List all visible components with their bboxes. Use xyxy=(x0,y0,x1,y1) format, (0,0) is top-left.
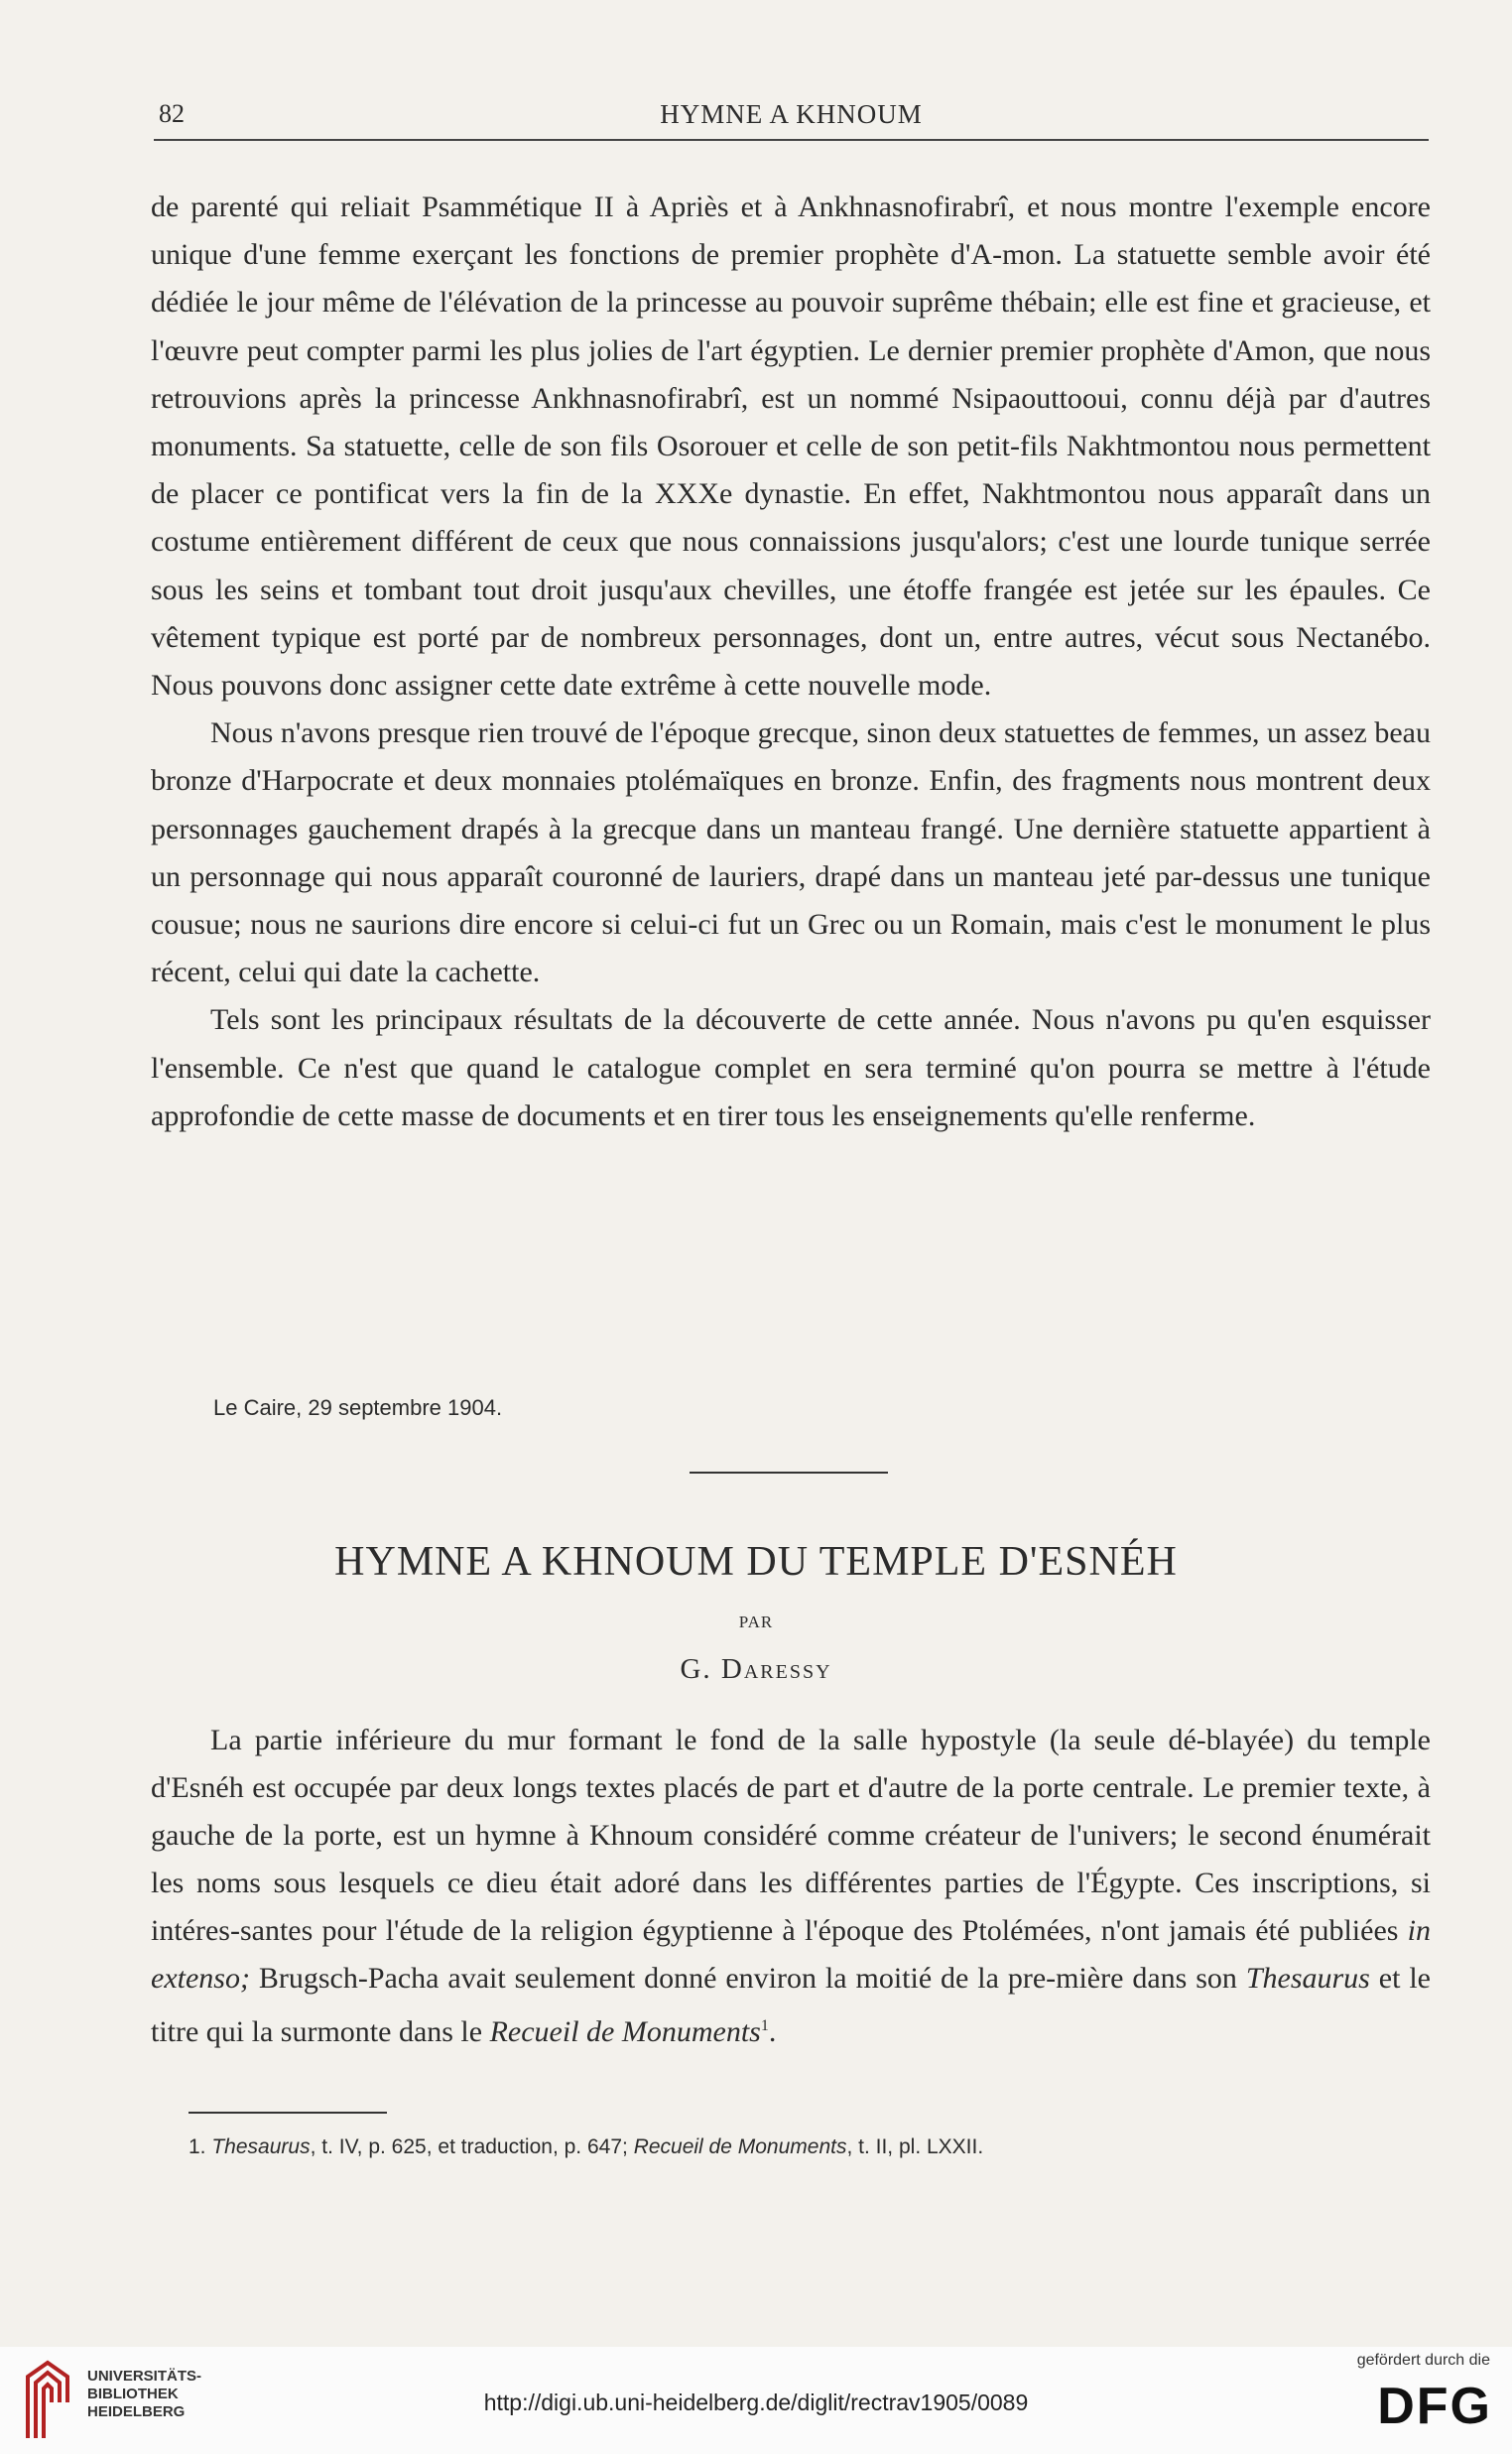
article-author: G. Daressy xyxy=(680,1653,832,1685)
italic-recueil: Recueil de Monuments xyxy=(489,2015,761,2048)
page-number: 82 xyxy=(159,99,185,128)
article-body xyxy=(151,1717,1431,2056)
funded-by-label: gefördert durch die xyxy=(1356,2352,1490,2369)
text-segment: Brugsch-Pacha avait seulement donné environ la moitié de la pre-mière dans son xyxy=(249,1962,1246,1995)
digitization-footer xyxy=(0,2347,1512,2454)
footnote-number: 1. xyxy=(189,2135,206,2158)
source-url-link[interactable]: http://digi.ub.uni-heidelberg.de/diglit/rectrav1905/0089 xyxy=(483,2389,1029,2415)
footnote-italic: Thesaurus xyxy=(211,2135,311,2158)
dfg-logo: DFG xyxy=(1377,2378,1492,2435)
footnote-text: , t. IV, p. 625, et traduction, p. 647; xyxy=(310,2135,634,2158)
footnote-reference: 1 xyxy=(760,2017,769,2034)
paragraph-3: Tels sont les principaux résultats de la découverte de cette année. Nous n'avons pu qu'en esquisser l'ensemble. Ce n'est que quand le catalogue complet en sera terminé qu'on pourra se mettre à l'étude approfondie de cette masse de documents et en tirer tous les enseignements qu'elle renferme. xyxy=(151,1003,1431,1132)
footnote-italic: Recueil de Monuments xyxy=(633,2135,847,2158)
article-title: HYMNE A KHNOUM DU TEMPLE D'ESNÉH xyxy=(334,1539,1178,1585)
footnote-text: , t. II, pl. LXXII. xyxy=(846,2135,984,2158)
dateline: Le Caire, 29 septembre 1904. xyxy=(213,1395,503,1420)
paragraph-2: Nous n'avons presque rien trouvé de l'époque grecque, sinon deux statuettes de femmes, un assez beau bronze d'Harpocrate et deux monnaies ptolémaïques en bronze. Enfin, des fragments nous montrent deux personnages gauchement drapés à la grecque dans un manteau frangé. Une dernière statuette appartient à un personnage qui nous apparaît couronné de lauriers, drapé dans un manteau jeté par-dessus une tunique cousue; nous ne saurions dire encore si celui-ci fut un Grec ou un Romain, mais c'est le monument le plus récent, celui qui date la cachette. xyxy=(151,716,1431,989)
text-segment: et le titre qui la surmonte dans le xyxy=(151,1962,1431,2048)
paragraph-1: de parenté qui reliait Psammétique II à Apriès et à Ankhnasnofirabrî, et nous montre l'exemple encore unique d'une femme exerçant les fonctions de premier prophète d'A-mon. La statuette semble avoir été dédiée le jour même de l'élévation de la princesse au pouvoir suprême thébain; elle est fine et gracieuse, et l'œuvre peut compter parmi les plus jolies de l'art égyptien. Le dernier premier prophète d'Amon, que nous retrouvions après la princesse Ankhnasnofirabrî, est un nommé Nsipaouttooui, connu déjà par d'autres monuments. Sa statuette, celle de son fils Osorouer et celle de son petit-fils Nakhtmontou nous permettent de placer ce pontificat vers la fin de la XXXe dynastie. En effet, Nakhtmontou nous apparaît dans un costume entièrement différent de ceux que nous connaissions jusqu'alors; c'est une lourde tunique serrée sous les seins et tombant tout droit jusqu'aux chevilles, une étoffe frangée est jetée sur les épaules. Ce vêtement typique est porté par de nombreux personnages, dont un, entre autres, vécut sous Nectanébo. Nous pouvons donc assigner cette date extrême à cette nouvelle mode. xyxy=(151,191,1431,703)
page-header xyxy=(154,99,1429,141)
previous-article-text xyxy=(151,184,1431,1140)
italic-thesaurus: Thesaurus xyxy=(1245,1962,1370,1995)
footnote-rule xyxy=(189,2112,387,2114)
text-segment: . xyxy=(768,2015,777,2048)
italic-in-extenso: in extenso; xyxy=(151,1914,1431,1995)
text-segment: La partie inférieure du mur formant le fond de la salle hypostyle (la seule dé-blayée) du temple d'Esnéh est occupée par deux longs textes placés de part et d'autre de la porte centrale. Le premier texte, à gauche de la porte, est un hymne à Khnoum considéré comme créateur de l'univers; le second énumérait les noms sous lesquels ce dieu était adoré dans les différentes parties de l'Égypte. Ces inscriptions, si intéres-santes pour l'étude de la religion égyptienne à l'époque des Ptolémées, n'ont jamais été publiées xyxy=(151,1724,1431,1947)
article-paragraph xyxy=(151,1717,1431,2056)
section-divider xyxy=(690,1472,888,1474)
library-name-line: HEIDELBERG xyxy=(87,2403,186,2420)
byline-par: PAR xyxy=(738,1613,774,1631)
library-name-line: BIBLIOTHEK xyxy=(87,2386,179,2402)
library-name-line: UNIVERSITÄTS- xyxy=(87,2368,202,2385)
running-title: HYMNE A KHNOUM xyxy=(660,99,923,129)
footnote xyxy=(189,2135,1429,2159)
